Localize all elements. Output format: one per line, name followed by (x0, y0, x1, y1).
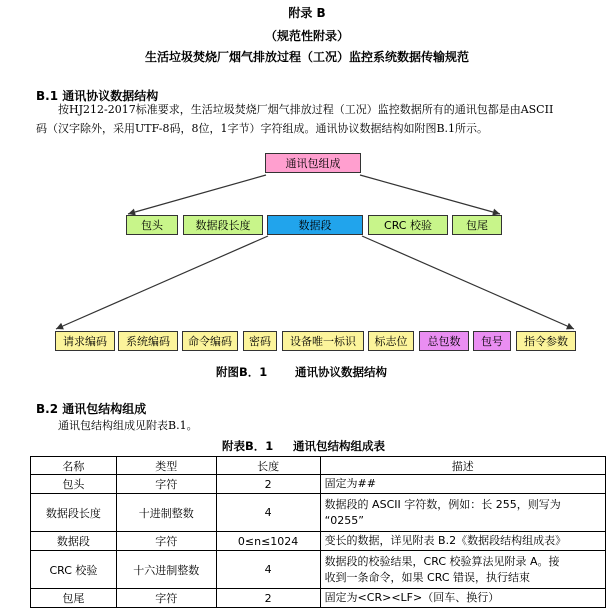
section-b2-para: 通讯包结构组成见附表B.1。 (58, 419, 198, 432)
cell-length: 2 (216, 475, 320, 494)
header-type: 类型 (116, 457, 216, 475)
cell-type: 十进制整数 (116, 494, 216, 532)
cell-length: 0≤n≤1024 (216, 532, 320, 551)
table-caption-text: 通讯包结构组成表 (293, 439, 385, 453)
section-b1-heading: B.1 通讯协议数据结构 (36, 89, 159, 103)
connector-root-right (360, 175, 500, 214)
description-line: 收到一条命令，如果 CRC 错误，执行结束 (324, 570, 531, 584)
description-line: 数据段的 ASCII 字符数，例如：长 255，则写为 (324, 497, 561, 511)
cell-type: 字符 (116, 532, 216, 551)
table-row (31, 551, 606, 589)
cell-name: 数据段长度 (31, 494, 117, 532)
diagram-box-request-code: 请求编码 (55, 331, 115, 351)
diagram-box-instruction-params: 指令参数 (516, 331, 576, 351)
diagram-box-packet-number: 包号 (473, 331, 511, 351)
figure-caption-text: 通讯协议数据结构 (295, 365, 387, 379)
header-length: 长度 (216, 457, 320, 475)
description-line: 固定为<CR><LF>（回车、换行） (324, 591, 500, 604)
diagram-box-system-code: 系统编码 (118, 331, 178, 351)
description-line: “0255” (324, 513, 364, 527)
header-description: 描述 (320, 457, 605, 475)
appendix-label: 附录 B (288, 6, 326, 20)
diagram-box-device-id: 设备唯一标识 (282, 331, 364, 351)
table-row (31, 589, 606, 608)
section-b2-heading: B.2 通讯包结构组成 (36, 402, 147, 416)
normative-label: （规范性附录） (264, 29, 349, 43)
diagram-box-data-segment: 数据段 (267, 215, 363, 235)
diagram-box-header: 包头 (126, 215, 178, 235)
diagram-box-command-code: 命令编码 (182, 331, 238, 351)
cell-description (320, 494, 605, 532)
cell-length: 4 (216, 494, 320, 532)
cell-length: 4 (216, 551, 320, 589)
diagram-box-total-packets: 总包数 (419, 331, 469, 351)
description-line: 变长的数据，详见附表 B.2《数据段结构组成表》 (324, 534, 567, 547)
description-line: 数据段的校验结果，CRC 校验算法见附录 A。接 (324, 554, 560, 568)
diagram-box-data-length: 数据段长度 (183, 215, 263, 235)
section-b1-para-line1: 按HJ212-2017标准要求，生活垃圾焚烧厂烟气排放过程（工况）监控数据所有的通讯包都是由ASCII (58, 103, 554, 116)
table-header-row (31, 457, 606, 475)
table-row (31, 494, 606, 532)
diagram-box-tail: 包尾 (452, 215, 502, 235)
appendix-title: 生活垃圾焚烧厂烟气排放过程（工况）监控系统数据传输规范 (144, 50, 469, 64)
description-line: 固定为## (324, 477, 376, 490)
cell-description (320, 551, 605, 589)
section-b1-para-line2: 码（汉字除外，采用UTF-8码，8位，1字节）字符组成。通讯协议数据结构如附图B.1所示。 (36, 122, 489, 135)
diagram-box-crc: CRC 校验 (368, 215, 448, 235)
table-row (31, 475, 606, 494)
cell-name: 包头 (31, 475, 117, 494)
cell-length: 2 (216, 589, 320, 608)
connector-root-left (128, 175, 266, 214)
cell-description (320, 475, 605, 494)
connector-data-left (56, 236, 268, 329)
cell-description (320, 532, 605, 551)
cell-type: 十六进制整数 (116, 551, 216, 589)
connector-data-right (362, 236, 574, 329)
diagram-box-flag: 标志位 (368, 331, 414, 351)
table-caption-label: 附表B．1 (222, 439, 274, 453)
cell-type: 字符 (116, 475, 216, 494)
table-row (31, 532, 606, 551)
cell-name: CRC 校验 (31, 551, 117, 589)
cell-type: 字符 (116, 589, 216, 608)
structure-table (30, 456, 606, 608)
header-name: 名称 (31, 457, 117, 475)
figure-caption-label: 附图B．1 (216, 365, 268, 379)
cell-name: 数据段 (31, 532, 117, 551)
diagram-box-password: 密码 (243, 331, 277, 351)
cell-description (320, 589, 605, 608)
diagram-root-box: 通讯包组成 (265, 153, 361, 173)
cell-name: 包尾 (31, 589, 117, 608)
